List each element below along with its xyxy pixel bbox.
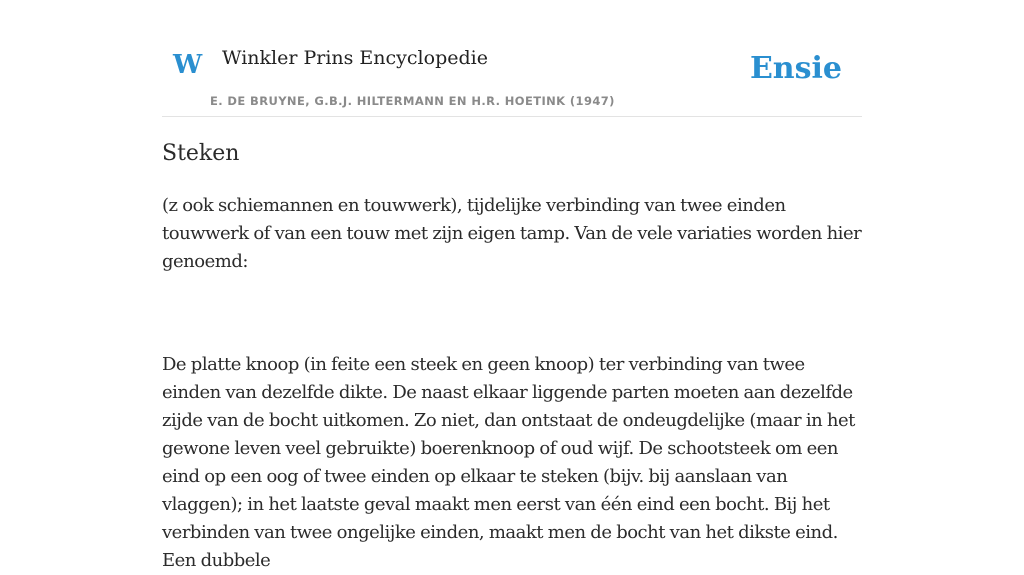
article-title: Steken: [162, 141, 240, 166]
article: [162, 138, 862, 575]
book-header: [162, 0, 862, 117]
book-authors: E. DE BRUYNE, G.B.J. HILTERMANN EN H.R. HOETINK (1947): [210, 94, 615, 108]
article-paragraph: De platte knoop (in feite een steek en geen knoop) ter verbinding van twee einden van dezelfde dikte. De naast elkaar liggende parten moeten aan dezelfde zijde van de bocht uitkomen. Zo niet, dan ontstaat de ondeugdelijke (maar in het gewone leven veel gebruikte) boerenknoop of oud wijf. De schootsteek om een eind op een oog of twee einden op elkaar te steken (bijv. bij aanslaan van vlaggen); in het laatste geval maakt men eerst van één eind een bocht. Bij het verbinden van twee ongelijke einden, maakt men de bocht van het dikste eind. Een dubbele: [162, 354, 855, 571]
ensie-home-link[interactable]: Ensie: [749, 51, 842, 86]
winkler-prins-logo-icon[interactable]: W: [173, 50, 203, 80]
article-paragraph: (z ook schiemannen en touwwerk), tijdelijke verbinding van twee einden touwwerk of van een touw met zijn eigen tamp. Van de vele variaties worden hier genoemd:: [162, 195, 862, 272]
book-title[interactable]: Winkler Prins Encyclopedie: [222, 47, 488, 69]
